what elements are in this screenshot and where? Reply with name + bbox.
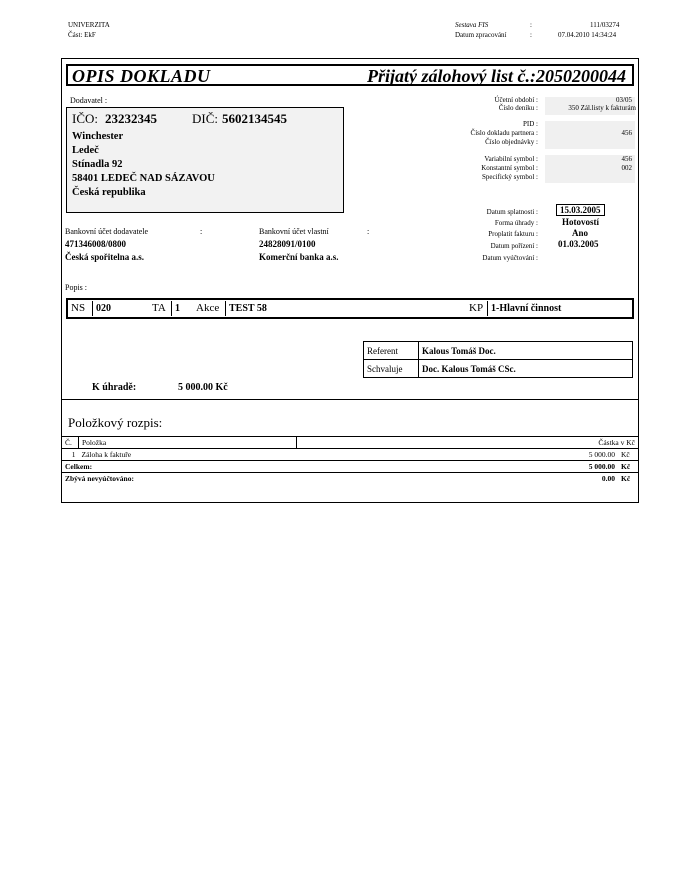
- row-amount: 5 000.00: [588, 450, 615, 459]
- doc-title: OPIS DOKLADU: [72, 66, 211, 86]
- remaining-value: 0.00: [601, 474, 615, 483]
- document-frame: [61, 58, 639, 503]
- items-heading: Položkový rozpis:: [68, 415, 163, 430]
- partner-doc-value: 456: [621, 129, 632, 137]
- kp-value: 1-Hlavní činnost: [487, 301, 632, 316]
- bank-supplier-label: Bankovní účet dodavatele: [65, 227, 149, 236]
- payment-form-value: Hotovostí: [562, 217, 599, 227]
- section-divider: [62, 399, 638, 400]
- remaining-label: Zbývá nevyúčtováno:: [65, 474, 134, 483]
- ta-label: TA: [152, 302, 166, 314]
- kp-label: KP: [469, 302, 484, 314]
- supplier-box: [66, 107, 344, 213]
- referent-value: Kalous Tomáš Doc.: [419, 342, 633, 360]
- order-label: Číslo objednávky :: [485, 138, 538, 146]
- bank-supplier-colon: :: [200, 227, 203, 236]
- supplier-line: Stínadla 92: [72, 159, 123, 170]
- bank-supplier-name: Česká spořitelna a.s.: [65, 252, 145, 262]
- col-no-header: Č.: [62, 437, 79, 449]
- ta-value: 1: [171, 301, 195, 316]
- bank-supplier-account: 471346008/0800: [65, 239, 127, 249]
- table-row: [62, 449, 638, 461]
- journal-label: Číslo deníku :: [498, 104, 538, 112]
- dic-value: 5602134545: [222, 111, 287, 126]
- remaining-currency: Kč: [621, 474, 631, 483]
- approve-label: Schvaluje: [364, 360, 419, 378]
- total-value: 5 000.00: [588, 462, 615, 471]
- akce-label: Akce: [196, 302, 220, 314]
- pay-invoice-value: Ano: [572, 228, 589, 238]
- report-label: Sestava FIS: [455, 21, 489, 29]
- acq-date-label: Datum pořízení :: [490, 242, 538, 250]
- const-symbol-label: Konstantní symbol :: [481, 164, 538, 172]
- popis-label: Popis :: [65, 283, 88, 292]
- approval-table: [363, 341, 633, 378]
- const-symbol-value: 002: [621, 164, 632, 172]
- pid-label: PID :: [523, 120, 538, 128]
- pay-invoice-label: Proplatit fakturu :: [488, 230, 538, 238]
- total-row: [62, 461, 638, 473]
- to-pay-value: 5 000.00 Kč: [178, 382, 228, 393]
- date-label: Datum zpracování: [455, 31, 507, 39]
- dic-label: DIČ:: [192, 111, 218, 126]
- date-value: 07.04.2010 14:34:24: [558, 31, 617, 39]
- total-label: Celkem:: [65, 462, 93, 471]
- acq-date-value: 01.03.2005: [558, 239, 599, 249]
- akce-value: TEST 58: [225, 301, 465, 316]
- date-colon: :: [530, 31, 532, 39]
- row-item: Záloha k faktuře: [81, 450, 132, 459]
- referent-label: Referent: [364, 342, 419, 360]
- supplier-line: Česká republika: [72, 187, 146, 198]
- org-part: Část: EkF: [68, 31, 96, 39]
- remaining-row: [62, 473, 638, 485]
- org-name: UNIVERZITA: [68, 21, 110, 29]
- total-currency: Kč: [621, 462, 631, 471]
- report-colon: :: [530, 21, 532, 29]
- title-bar: [66, 64, 634, 86]
- period-label: Účetní období :: [494, 96, 538, 104]
- partner-doc-label: Číslo dokladu partnera :: [470, 129, 538, 137]
- bank-own-label: Bankovní účet vlastní: [259, 227, 329, 236]
- due-value: 15.03.2005: [556, 204, 605, 216]
- bank-own-colon: :: [367, 227, 370, 236]
- to-pay-label: K úhradě:: [92, 382, 137, 393]
- col-item-header: Položka: [79, 437, 297, 449]
- approve-value: Doc. Kalous Tomáš CSc.: [419, 360, 633, 378]
- items-table: [62, 436, 638, 484]
- period-value: 03/05: [616, 96, 632, 104]
- due-label: Datum splatnosti :: [486, 208, 538, 216]
- report-value: 111/03274: [590, 21, 620, 29]
- row-no: 1: [71, 450, 76, 459]
- ico-value: 23232345: [105, 111, 157, 126]
- payment-form-label: Forma úhrady :: [494, 219, 538, 227]
- row-currency: Kč: [621, 450, 630, 459]
- spec-symbol-label: Specifický symbol :: [482, 173, 538, 181]
- journal-value: 350 Zál.listy k fakturám: [568, 104, 636, 112]
- classification-bar: [66, 298, 634, 319]
- col-amount-header: Částka v Kč: [598, 438, 635, 447]
- doc-number-title: Přijatý zálohový list č.:2050200044: [367, 66, 626, 86]
- ico-label: IČO:: [72, 111, 98, 126]
- bank-own-name: Komerční banka a.s.: [259, 252, 339, 262]
- bank-own-account: 24828091/0100: [259, 239, 316, 249]
- supplier-line: 58401 LEDEČ NAD SÁZAVOU: [72, 173, 215, 184]
- var-symbol-label: Variabilní symbol :: [484, 155, 538, 163]
- ns-label: NS: [71, 302, 86, 314]
- ns-value: 020: [92, 301, 151, 316]
- var-symbol-value: 456: [621, 155, 632, 163]
- supplier-label: Dodavatel :: [70, 96, 108, 105]
- supplier-line: Winchester: [72, 131, 124, 142]
- supplier-line: Ledeč: [72, 145, 99, 156]
- settle-date-label: Datum vyúčtování :: [482, 254, 538, 262]
